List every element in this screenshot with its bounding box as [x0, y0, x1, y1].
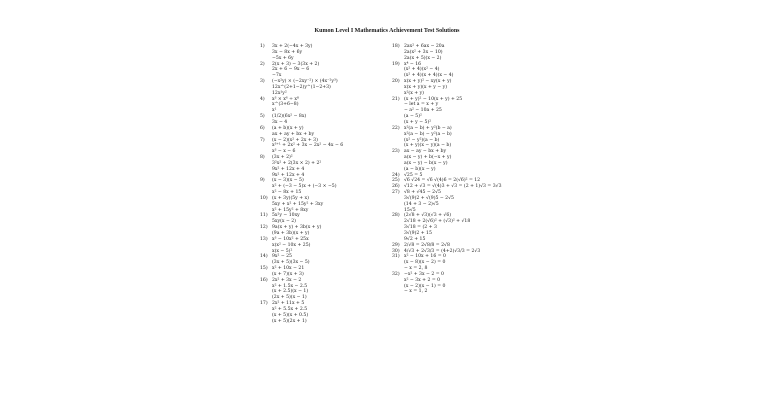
solution-line: x⁴ − 16: [404, 61, 422, 67]
solution-line: (x − 3)(x − 5): [272, 178, 304, 184]
problem-number: 13): [260, 236, 268, 242]
solution-line: 3√18 = (2 + 3: [404, 225, 437, 231]
solution-line: x(x − 5)²: [272, 248, 293, 254]
problem-item: [260, 155, 386, 178]
solution-line: (3x + 2)²: [272, 155, 293, 161]
solution-line: (x + 5)(2x + 1): [272, 318, 307, 324]
problem-item: [392, 149, 518, 172]
solution-line: x² + 5.5x + 2.5: [272, 306, 308, 312]
solution-line: 2x + 6 − 9x − 6: [272, 67, 310, 73]
solution-line: (x² + 4)(x + 4)(x − 4): [404, 73, 454, 79]
problem-number: 19): [392, 61, 400, 67]
solution-line: 2(x + 3) − 3(3x + 2): [272, 61, 320, 67]
problem-steps: [404, 97, 518, 126]
problem-steps: [272, 278, 386, 301]
solution-line: a(x − y) − b(x − y): [404, 160, 448, 166]
solution-line: 3²x² + 2(3x × 2) + 2²: [272, 160, 322, 166]
solution-line: (x + 2.5)(x − 1): [272, 289, 309, 295]
problem-number: 27): [392, 190, 400, 196]
problem-number: 17): [260, 301, 268, 307]
problem-item: [392, 62, 518, 80]
solution-line: (9a + 3b)(x + y): [272, 231, 310, 236]
solution-line: 3x + 2(−4x + 3y): [272, 44, 313, 49]
solution-line: (2x + 5)(x − 1): [272, 295, 307, 301]
problem-item: [260, 278, 386, 301]
solution-line: (x − 2)(x² + 2x + 3): [272, 137, 318, 143]
solution-line: x³ − 10x² + 25x: [272, 236, 309, 242]
problem-item: [260, 196, 386, 214]
solution-page: [256, 24, 518, 376]
problem-item: [392, 254, 518, 272]
problem-item: [392, 190, 518, 213]
solution-line: 3√(9)2 + 15: [404, 231, 432, 236]
problem-number: 10): [260, 195, 268, 201]
solution-line: − let a = x + y: [404, 102, 439, 108]
problem-item: [260, 126, 386, 138]
problem-item: [392, 213, 518, 242]
problem-item: [392, 272, 518, 295]
solution-line: 2/√8 = 2√8/8 = 2√8: [404, 242, 450, 248]
problem-steps: [272, 237, 386, 255]
problem-number: 6): [260, 125, 265, 131]
problem-steps: [272, 178, 386, 196]
solution-line: (x + 5)(x + 0.5): [272, 312, 309, 318]
problem-steps: [404, 149, 518, 172]
problem-number: 4): [260, 96, 265, 102]
problem-number: 12): [260, 225, 268, 231]
solution-line: −7x: [272, 73, 282, 79]
solution-line: x³ × x⁶ ÷ x⁸: [272, 96, 299, 102]
problem-item: [392, 79, 518, 97]
solution-line: (a − 5)²: [404, 114, 422, 120]
solution-line: x² − 8x + 15: [272, 190, 302, 196]
solution-line: 15√5: [404, 207, 416, 213]
problem-steps: [272, 254, 386, 266]
problem-steps: [404, 62, 518, 80]
solution-line: (x + 7)(x + 3): [272, 271, 304, 277]
problem-item: [392, 97, 518, 126]
problem-number: 2): [260, 61, 265, 67]
solution-line: 5xy + x² + 15y² + 3xy: [272, 201, 324, 207]
solution-line: 4/√3 + 2√3/3 = (4+2)√3/3 = 2√3: [404, 248, 481, 254]
document-title: Kumon Level I Mathematics Achievement Test Solutions: [314, 28, 460, 34]
solution-line: 2a(x + 5)(x − 2): [404, 55, 442, 61]
problem-number: 3): [260, 79, 265, 85]
solution-line: x²(a − b) + y²(b − a): [404, 125, 452, 131]
solution-line: (3x + 5)(3x − 5): [272, 260, 310, 266]
problem-item: [260, 213, 386, 225]
solution-line: x(x² − 10x + 25): [272, 242, 311, 248]
solution-line: − x = 1, 2: [404, 289, 428, 295]
problem-number: 31): [392, 254, 400, 260]
problem-item: [260, 114, 386, 126]
problem-number: 26): [392, 184, 400, 190]
solution-line: (−x²y) × (−2xy⁻²) × (4x⁻²y³): [272, 79, 338, 85]
problem-steps: [272, 225, 386, 237]
problem-number: 1): [260, 44, 265, 49]
solution-line: x¹: [272, 108, 277, 114]
problem-steps: [272, 155, 386, 178]
problem-number: 22): [392, 125, 400, 131]
solution-line: 5x²y − 10xy: [272, 213, 300, 219]
solution-line: 9a(x + y) + 3b(x + y): [272, 225, 322, 231]
problem-number: 30): [392, 248, 400, 254]
solution-line: (a + b)(x + y): [272, 125, 304, 131]
problem-item: [260, 62, 386, 80]
problem-item: [260, 301, 386, 324]
problem-steps: [272, 79, 386, 97]
solution-line: 12x^(2+1−2)y^(1−2+3): [272, 84, 331, 90]
solution-line: (x − 2)(x − 1) = 0: [404, 283, 446, 289]
problem-item: [260, 254, 386, 266]
solution-line: 9x² + 12x + 4: [272, 166, 305, 172]
solution-line: x^(3+6−8): [272, 102, 299, 108]
solution-line: (x + y − 5)²: [404, 119, 432, 125]
solution-line: 2√18 + 2(√6)² + (√3)² + √18: [404, 219, 471, 225]
problem-item: [260, 178, 386, 196]
problem-steps: [404, 272, 518, 295]
solution-line: 2ax² + 6ax − 20a: [404, 44, 445, 49]
solution-line: 9x² + 12x + 4: [272, 172, 305, 178]
solution-line: 3x − 8x + 6y: [272, 49, 303, 55]
solution-line: x² + (−3 − 5)x + (−3 × −5): [272, 184, 337, 190]
solution-line: 5xy(x − 2): [272, 219, 296, 225]
solution-line: (1/2)(6x² − 8x): [272, 114, 307, 120]
solution-line: ax + ay + bx + by: [272, 131, 315, 137]
problem-steps: [404, 213, 518, 242]
solution-line: (x + y)(x − y)(a − b): [404, 143, 452, 149]
problem-item: [260, 225, 386, 237]
solution-line: (x² − y²)(a − b): [404, 137, 440, 143]
solution-line: x² + 15y² + 8xy: [272, 207, 309, 213]
problem-steps: [272, 138, 386, 156]
solution-line: −5x + 6y: [272, 55, 294, 61]
problem-steps: [272, 266, 386, 278]
solution-line: x²(x + y): [404, 90, 424, 96]
solution-line: (x − 8)(x − 2) = 0: [404, 260, 446, 266]
problem-steps: [272, 213, 386, 225]
problem-steps: [272, 126, 386, 138]
solution-line: (14 + 3 − 2)√5: [404, 201, 439, 207]
problem-number: 29): [392, 242, 400, 248]
problem-number: 5): [260, 114, 265, 120]
problem-item: [392, 44, 518, 62]
problem-steps: [404, 79, 518, 97]
problem-steps: [272, 97, 386, 115]
problem-number: 15): [260, 266, 268, 272]
solution-line: √6 √24 = √6 √(4)6 = 2(√6)² = 12: [404, 178, 481, 184]
problem-number: 14): [260, 254, 268, 260]
solution-line: x²(a − b) − y²(a − b): [404, 131, 452, 137]
problem-number: 28): [392, 213, 400, 219]
solution-line: 9√2 + 15: [404, 236, 426, 242]
solution-line: 3√(9)2 + √(9)5 − 2√5: [404, 195, 454, 201]
solution-line: − x = 2, 8: [404, 266, 428, 272]
solution-line: √12 + √3 = √(4)3 + √3 = (2 + 1)√3 = 3√3: [404, 184, 502, 190]
problem-number: 32): [392, 271, 400, 277]
problem-number: 9): [260, 178, 265, 184]
solution-line: √25 = 5: [404, 172, 423, 178]
solution-line: 2a(x² + 3x − 10): [404, 49, 443, 55]
solution-line: x³ − x − 6: [272, 149, 296, 155]
problem-number: 20): [392, 79, 400, 85]
problem-steps: [404, 44, 518, 62]
problem-number: 25): [392, 178, 400, 184]
problem-item: [392, 126, 518, 149]
problem-steps: [272, 44, 386, 62]
problem-steps: [272, 114, 386, 126]
problem-number: 7): [260, 137, 265, 143]
problem-steps: [272, 301, 386, 324]
solution-line: − a² − 10a + 25: [404, 108, 442, 114]
solution-line: x(x + y)(x + y − y): [404, 84, 448, 90]
solution-line: −x² + 3x − 2 = 0: [404, 271, 444, 277]
left-column: [260, 44, 386, 325]
problem-item: [260, 79, 386, 97]
solution-line: x² + 1.5x − 2.5: [272, 283, 308, 289]
solution-line: x(x + y)² − xy(x + y): [404, 79, 452, 85]
problem-item: [260, 44, 386, 62]
problem-number: 16): [260, 277, 268, 283]
problem-number: 18): [392, 44, 400, 49]
solution-line: (2√8 + √3)(√3 + √6): [404, 213, 452, 219]
solution-line: (a − b)(x − y): [404, 166, 436, 172]
solution-line: a(x − y) + b(−x + y): [404, 155, 452, 161]
problem-steps: [272, 62, 386, 80]
problem-number: 11): [260, 213, 268, 219]
solution-line: 9x² − 25: [272, 254, 292, 260]
right-column: [392, 44, 518, 295]
solution-line: 12x¹y²: [272, 90, 287, 96]
solution-line: 3x − 4: [272, 119, 288, 125]
solution-line: (x² + 4)(x² − 4): [404, 67, 440, 73]
problem-item: [260, 97, 386, 115]
problem-item: [260, 138, 386, 156]
problem-number: 23): [392, 149, 400, 155]
solution-line: x³⁺¹ + 2x² + 3x − 2x² − 4x − 6: [272, 143, 344, 149]
solution-line: ax − ay − bx + by: [404, 149, 447, 155]
solution-line: x² − 10x + 16 = 0: [404, 254, 446, 260]
problem-steps: [272, 196, 386, 214]
problem-item: [260, 266, 386, 278]
solution-line: √8 + √45 − 2√5: [404, 190, 441, 196]
solution-line: (x + y)² − 10(x + y) + 25: [404, 96, 463, 102]
solution-line: 2x² + 3x − 2: [272, 277, 302, 283]
problem-steps: [404, 190, 518, 213]
problem-item: [260, 237, 386, 255]
solution-line: x² + 10x − 21: [272, 266, 305, 272]
problem-steps: [404, 254, 518, 272]
solution-line: 2x² + 11x + 5: [272, 301, 305, 307]
problem-number: 8): [260, 155, 265, 161]
problem-steps: [404, 126, 518, 149]
problem-number: 24): [392, 172, 400, 178]
problem-number: 21): [392, 96, 400, 102]
solution-line: (x + 3y)(5y + x): [272, 195, 309, 201]
solution-line: x² − 3x + 2 = 0: [404, 277, 441, 283]
